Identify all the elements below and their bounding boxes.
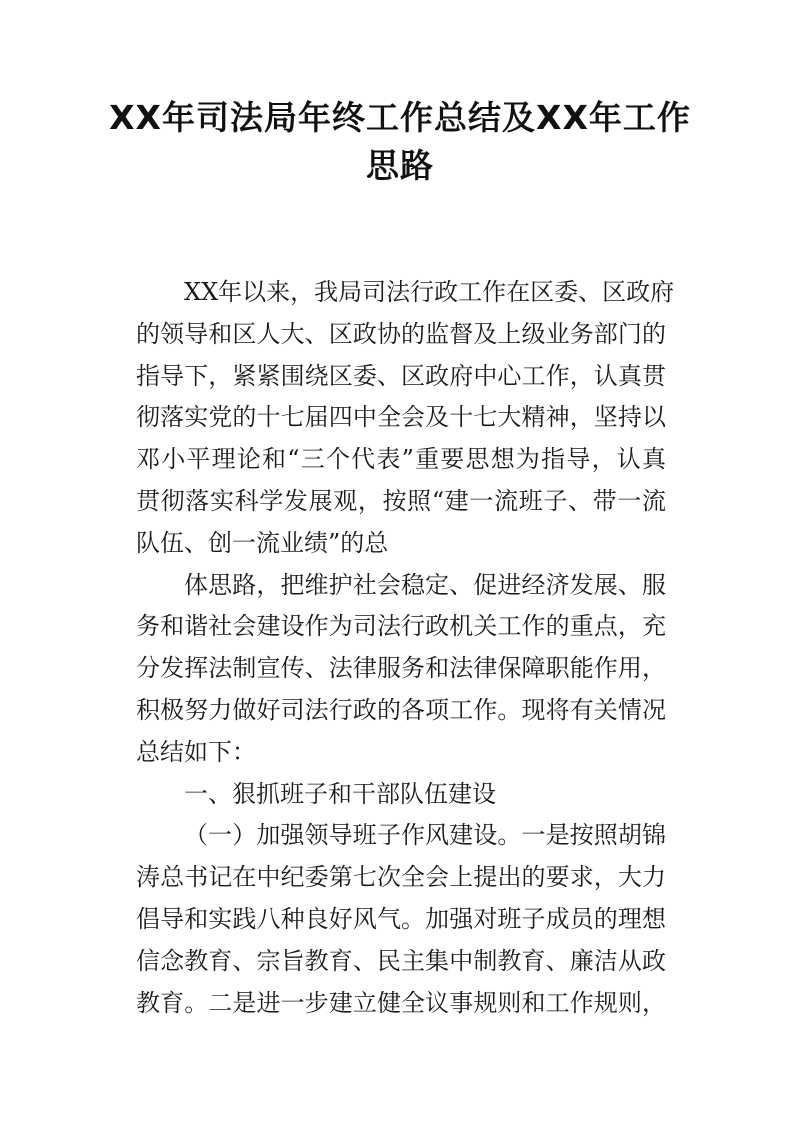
- text-line: 邓小平理论和“三个代表”重要思想为指导，认真: [136, 445, 666, 474]
- text-line: XX年以来，我局司法行政工作在区委、区政府: [184, 278, 675, 306]
- text-line: 涛总书记在中纪委第七次全会上提出的要求，大力: [136, 863, 666, 892]
- title-line-1: XX年司法局年终工作总结及XX年工作: [109, 98, 691, 137]
- text-line: 体思路，把维护社会稳定、促进经济发展、服: [184, 570, 666, 599]
- section-heading: [136, 774, 666, 816]
- paragraph: [136, 815, 666, 1024]
- title-line-2: 思路: [366, 146, 434, 185]
- text-line: 的领导和区人大、区政协的监督及上级业务部门的: [136, 319, 666, 348]
- document-title: [100, 94, 700, 190]
- text-line: 指导下，紧紧围绕区委、区政府中心工作，认真贯: [136, 361, 666, 390]
- text-line: 队伍、创一流业绩”的总: [136, 528, 389, 557]
- text-line: 彻落实党的十七届四中全会及十七大精神，坚持以: [136, 403, 666, 432]
- text-line: 信念教育、宗旨教育、民主集中制教育、廉洁从政: [136, 946, 666, 975]
- text-line: （一）加强领导班子作风建设。一是按照胡锦: [184, 821, 666, 850]
- text-line: 一、狠抓班子和干部队伍建设: [184, 779, 496, 808]
- document-body: [136, 272, 675, 1024]
- text-line: 倡导和实践八种良好风气。加强对班子成员的理想: [136, 904, 666, 933]
- paragraph: [136, 565, 666, 774]
- text-line: 贯彻落实科学发展观，按照“建一流班子、带一流: [136, 486, 666, 515]
- text-line: 务和谐社会建设作为司法行政机关工作的重点，充: [136, 612, 666, 641]
- text-line: 教育。二是进一步建立健全议事规则和工作规则，: [136, 988, 666, 1017]
- text-line: 积极努力做好司法行政的各项工作。现将有关情况: [136, 695, 666, 724]
- paragraph: [136, 272, 675, 565]
- text-line: 分发挥法制宣传、法律服务和法律保障职能作用，: [136, 654, 666, 683]
- text-line: 总结如下：: [136, 737, 256, 766]
